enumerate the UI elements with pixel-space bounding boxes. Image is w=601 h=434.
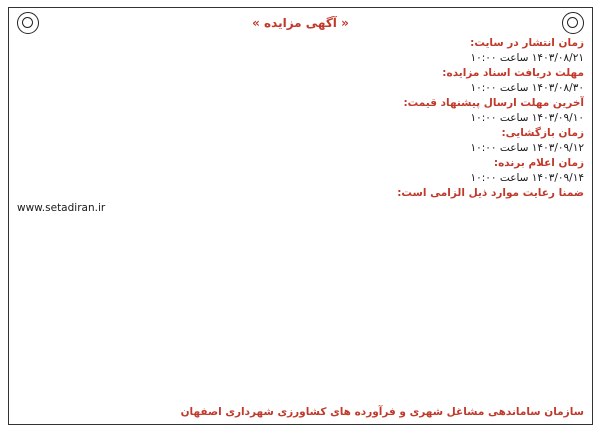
website-link[interactable]: www.setadiran.ir (17, 202, 106, 214)
opening-heading: زمان بازگشایی: (501, 127, 584, 139)
notice-title: « آگهی مزایده » (252, 16, 349, 30)
receive-docs-heading: مهلت دریافت اسناد مزایده: (442, 67, 584, 79)
requirements-heading: ضمنا رعایت موارد ذیل الزامی است: (397, 187, 584, 199)
publish-heading: زمان انتشار در سایت: (470, 37, 584, 49)
emblem-icon (17, 12, 39, 34)
winner-date: ۱۴۰۳/۰۹/۱۴ ساعت ۱۰:۰۰ (470, 172, 584, 184)
organization-footer: سازمان ساماندهی مشاغل شهری و فرآورده های کشاورزی شهرداری اصفهان (180, 406, 584, 418)
opening-date: ۱۴۰۳/۰۹/۱۲ ساعت ۱۰:۰۰ (470, 142, 584, 154)
publish-date: ۱۴۰۳/۰۸/۲۱ ساعت ۱۰:۰۰ (470, 52, 584, 64)
receive-docs-date: ۱۴۰۳/۰۸/۳۰ ساعت ۱۰:۰۰ (470, 82, 584, 94)
auction-notice (8, 7, 593, 425)
submit-date: ۱۴۰۳/۰۹/۱۰ ساعت ۱۰:۰۰ (470, 112, 584, 124)
submit-heading: آخرین مهلت ارسال پیشنهاد قیمت: (403, 97, 584, 109)
emblem-icon (562, 12, 584, 34)
notice-header (17, 12, 584, 36)
winner-heading: زمان اعلام برنده: (493, 157, 584, 169)
